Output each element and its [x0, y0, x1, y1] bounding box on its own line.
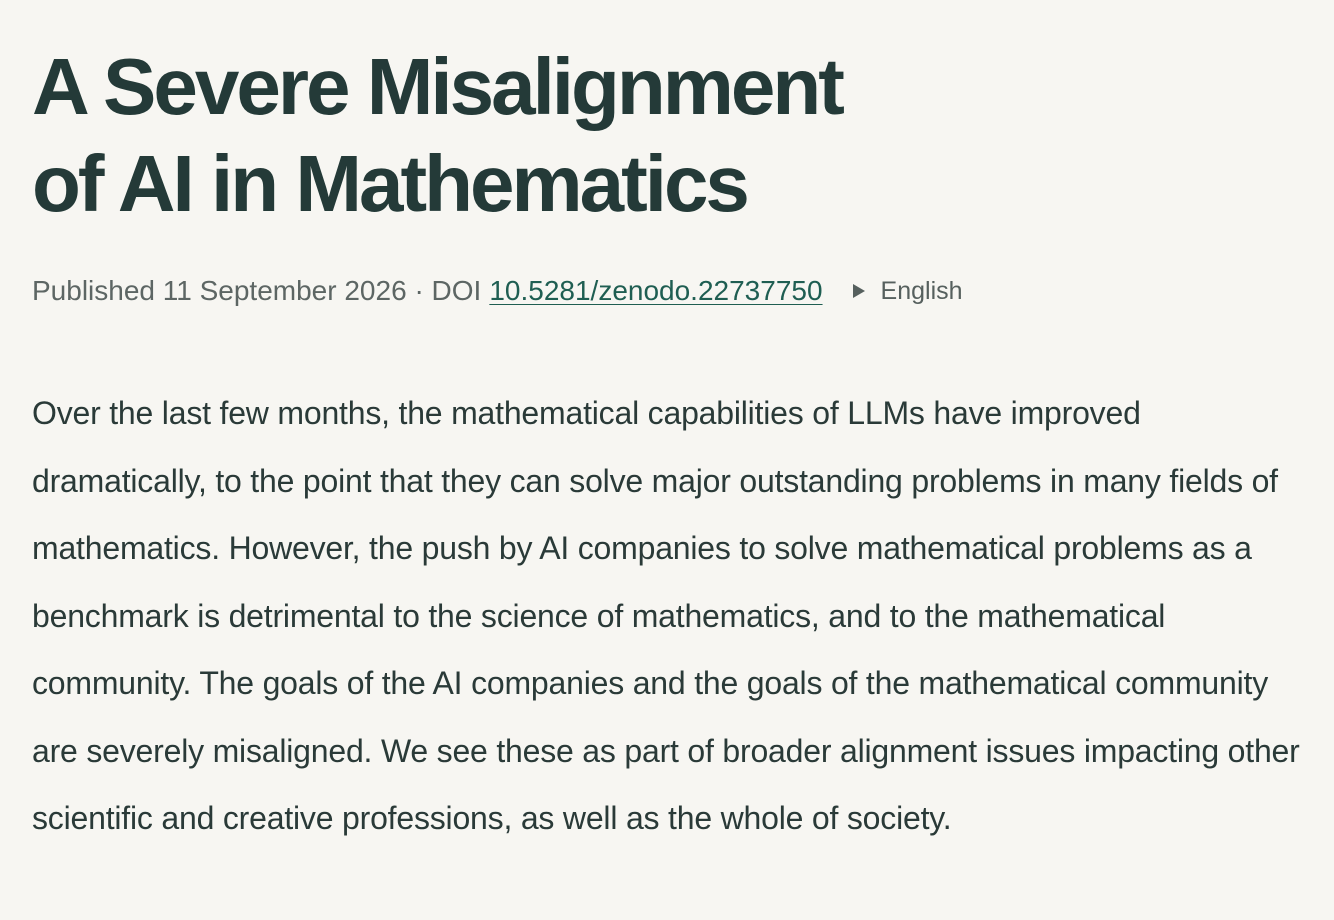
- language-label: English: [880, 277, 963, 305]
- abstract-text: Over the last few months, the mathematical capabilities of LLMs have improved dramatically, to the point that they can solve major outstanding problems in many fields of mathematics. However, the push by AI companies to solve mathematical problems as a benchmark is detrimental to the science of mathematics, and to the mathematical community. The goals of the AI companies and the goals of the mathematical community are severely misaligned. We see these as part of broader alignment issues impacting other scientific and creative professions, as well as the whole of society.: [32, 395, 1300, 836]
- title-line-2: of AI in Mathematics: [32, 139, 747, 228]
- published-date: 11 September 2026: [162, 275, 407, 306]
- language-toggle[interactable]: [853, 274, 963, 308]
- doi-link[interactable]: 10.5281/zenodo.22737750: [489, 275, 823, 306]
- publication-meta: [32, 274, 1304, 308]
- meta-separator: ·: [414, 275, 424, 306]
- triangle-right-icon: [853, 284, 865, 298]
- published-label: Published: [32, 275, 155, 306]
- doi-label: DOI: [431, 275, 482, 306]
- page-title: [32, 0, 1304, 232]
- title-line-1: A Severe Misalignment: [32, 42, 842, 131]
